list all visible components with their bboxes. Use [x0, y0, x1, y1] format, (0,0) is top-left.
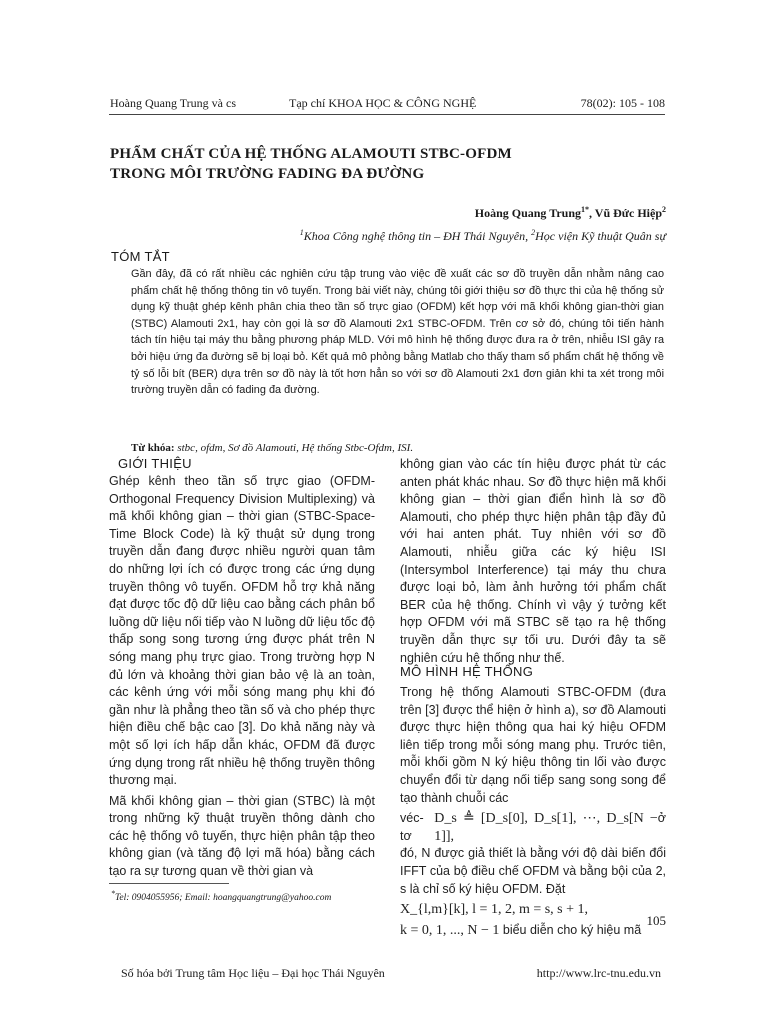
vector-definition-line — [400, 810, 666, 845]
keywords-list: stbc, ofdm, Sơ đồ Alamouti, Hệ thống Stbc-Ofdm, ISI. — [174, 442, 414, 454]
keywords — [131, 442, 664, 454]
vector-suffix: ở — [657, 811, 666, 826]
footer-url[interactable]: http://www.lrc-tnu.edu.vn — [536, 966, 661, 980]
affiliation-mark-1: 1 — [299, 228, 304, 237]
abstract-body: Gần đây, đã có rất nhiều các nghiên cứu tập trung vào việc đề xuất các sơ đồ truyền dẫn nhằm nâng cao phẩm chất hệ thống thông tin vô tuyến. Trong bài viết này, chúng tôi giới thiệu sơ đồ thực thi của hệ thống sử dụng kỹ thuật ghép kênh phân chia theo tần số trực giao (OFDM) kết hợp với mã khối không gian-thời gian (STBC) Alamouti 2x1, hay còn gọi là sơ đồ Alamouti 2x1 STBC-OFDM. Trên cơ sở đó, chúng tôi tiến hành tách tín hiệu tại máy thu bằng phương pháp MLD. Với mô hình hệ thống được đưa ra ở trên, nhiễu ISI gây ra bởi hiệu ứng đa đường sẽ bị loại bỏ. Kết quả mô phỏng bằng Matlab cho thấy tham số phẩm chất hệ thống về tỷ số lỗi bít (BER) dựa trên sơ đồ này là tốt hơn hẳn so với sơ đồ Alamouti 2x1 đơn giản khi ta xét trong môi trường truyền dẫn có fading đa đường. — [131, 268, 664, 397]
paper-title-line-1: PHẨM CHẤT CỦA HỆ THỐNG ALAMOUTI STBC-OFDM — [110, 146, 512, 162]
left-column — [109, 473, 375, 881]
intro-paragraph-2: Mã khối không gian – thời gian (STBC) là một trong những kỹ thuật truyền thông dành cho các hệ thống vô tuyến, thực hiện phân tập theo không gian (và tăng độ lợi mã hóa) bằng cách tạo ra sự tương quan về thời gian và — [109, 793, 375, 879]
author-2-mark: 2 — [662, 205, 666, 214]
vector-equation: D_s ≜ [D_s[0], D_s[1], ⋯, D_s[N − 1]], — [434, 811, 658, 844]
symbol-index-equation: X_{l,m}[k], l = 1, 2, m = s, s + 1, — [400, 902, 589, 918]
section-heading-system-model: MÔ HÌNH HỆ THỐNG — [400, 664, 534, 679]
footnote-contact: Tel: 0904055956; Email: hoangquangtrung@yahoo.com — [115, 893, 332, 904]
model-paragraph-1: Trong hệ thống Alamouti STBC-OFDM (đưa trên [3] được thể hiện ở hình a), sơ đồ Alamouti được thực hiện thông qua hai ký hiệu OFDM liên tiếp trong mỗi sóng mang phụ. Trước tiên, mỗi khối gồm N ký hiệu thông tin lối vào được chuyển đổi từ dạng nối tiếp sang song song để tạo thành chuỗi các — [400, 685, 666, 805]
right-column-model — [400, 684, 666, 939]
author-1: Hoàng Quang Trung — [474, 206, 581, 220]
vector-prefix: véc-tơ — [400, 811, 424, 843]
author-2: Vũ Đức Hiệp — [594, 206, 662, 220]
paper-title-line-2: TRONG MÔI TRƯỜNG FADING ĐA ĐƯỜNG — [110, 166, 425, 182]
author-byline — [475, 205, 666, 221]
affiliation-mark-2: 2 — [531, 228, 536, 237]
abstract-heading: TÓM TẮT — [111, 249, 170, 264]
header-rule — [109, 114, 665, 115]
running-header-issue: 78(02): 105 - 108 — [580, 96, 665, 110]
symbol-range-suffix: biểu diễn cho ký hiệu mã — [499, 922, 642, 937]
running-header-journal: Tạp chí KHOA HỌC & CÔNG NGHỆ — [289, 96, 477, 110]
affiliation-line — [300, 228, 666, 244]
footnote — [111, 889, 331, 903]
author-1-mark: 1* — [581, 205, 589, 214]
section-heading-introduction: GIỚI THIỆU — [118, 456, 192, 471]
model-paragraph-2: đó, N được giả thiết là bằng với độ dài biến đổi IFFT của bộ điều chế OFDM và bằng bội của 2, s là chỉ số ký hiệu OFDM. Đặt — [400, 846, 666, 896]
right-paragraph-1: không gian vào các tín hiệu được phát từ các anten phát khác nhau. Sơ đồ thực hiện mã khối không gian – thời gian điển hình là sơ đồ Alamouti, cho phép thực hiện phân tập đầy đủ với hai anten phát. Tuy nhiên với sơ đồ Alamouti, nhiễu giữa các ký hiệu ISI (Intersymbol Interference) tại máy thu chưa được loại bỏ, làm ảnh hưởng tới phẩm chất BER của hệ thống. Chính vì vậy ý tưởng kết hợp OFDM với mã STBC sẽ tạo ra hệ thống truyền dẫn thực sự tối ưu. Dưới đây ta sẽ nghiên cứu hệ thống như thế. — [400, 457, 666, 665]
affiliation-1: Khoa Công nghệ thông tin – ĐH Thái Nguyên, — [303, 229, 532, 243]
author-separator: , — [589, 206, 595, 220]
footnote-mark: * — [111, 889, 115, 898]
intro-paragraph-1: Ghép kênh theo tần số trực giao (OFDM-Orthogonal Frequency Division Multiplexing) và mã khối không gian – thời gian (STBC-Space-Time Block Code) là kỹ thuật sử dụng trong truyền dẫn đang được nhiều người quan tâm do những lợi ích có được trong các ứng dụng truyền thông vô tuyến. OFDM hỗ trợ khả năng đạt được tốc độ dữ liệu cao bằng cách phân bổ luồng dữ liệu nối tiếp vào N luồng dữ liệu tốc độ thấp song song tương ứng được phát trên N sóng mang phụ trực giao. Trong trường hợp N đủ lớn và khoảng thời gian bảo vệ là an toàn, các kênh ứng với mỗi sóng mang phụ khi đó gần như là phẳng theo tần số và cho phép thực hiện điều chế bậc cao [3]. Do khả năng này và một số lợi ích hấp dẫn khác, OFDM đã được ứng dụng trong rất nhiều hệ thống truyền thông thương mại. — [109, 474, 375, 788]
running-header-authors: Hoàng Quang Trung và cs — [110, 96, 236, 110]
symbol-range-line — [400, 922, 666, 940]
keywords-label: Từ khóa: — [131, 442, 175, 454]
footer-digitized-by: Số hóa bởi Trung tâm Học liệu – Đại học Thái Nguyên — [121, 966, 385, 980]
paper-title — [110, 144, 650, 184]
affiliation-2: Học viện Kỹ thuật Quân sự — [535, 229, 666, 243]
symbol-range-equation: k = 0, 1, ..., N − 1 — [400, 922, 500, 938]
page-number: 105 — [646, 913, 666, 928]
footnote-rule — [109, 883, 229, 884]
right-column — [400, 456, 666, 667]
